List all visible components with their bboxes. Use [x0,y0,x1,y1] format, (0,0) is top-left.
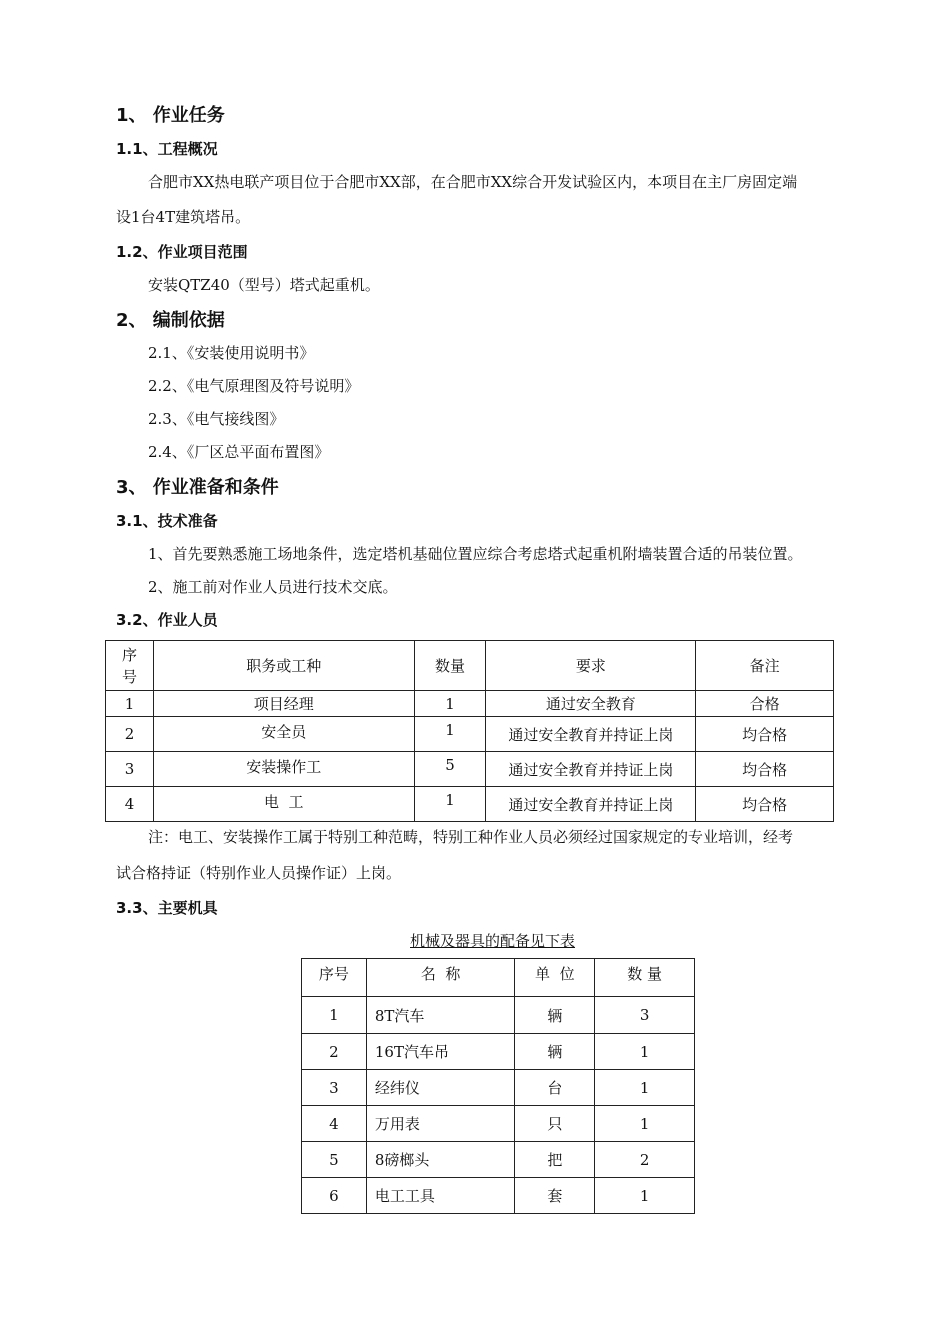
table-row [106,787,834,822]
table-cell: 套 [515,1178,595,1214]
table-row [302,1034,695,1070]
basis-item: 2.4、《厂区总平面布置图》 [148,443,330,461]
table-header-row [106,641,834,691]
table-cell: 辆 [515,997,595,1034]
table-cell: 项目经理 [153,691,414,717]
table-cell: 3 [302,1070,367,1106]
table-cell: 经纬仪 [366,1070,515,1106]
section-3-1-title: 3.1、技术准备 [116,512,218,530]
tech-prep-item: 1、首先要熟悉施工场地条件，选定塔机基础位置应综合考虑塔式起重机附墙装置合适的吊装位置。 [148,545,803,563]
table-cell: 电 工 [153,787,414,822]
table-cell: 4 [302,1106,367,1142]
table-cell: 通过安全教育 [486,691,696,717]
section-1-2-title: 1.2、作业项目范围 [116,243,248,261]
table-cell: 5 [414,752,486,787]
section-3-title: 3、 作业准备和条件 [116,477,279,498]
table-cell: 1 [302,997,367,1034]
table-cell: 1 [414,691,486,717]
table-cell: 通过安全教育并持证上岗 [486,717,696,752]
column-header: 序号 [302,959,367,997]
table-row [302,997,695,1034]
table-cell: 把 [515,1142,595,1178]
staff-table [105,640,834,822]
table-cell: 16T汽车吊 [366,1034,515,1070]
table-header-row [302,959,695,997]
table-row [302,1142,695,1178]
project-overview-line-1: 合肥市XX热电联产项目位于合肥市XX部，在合肥市XX综合开发试验区内，本项目在主厂房固定端 [148,173,798,191]
tools-table-caption: 机械及器具的配备见下表 [410,932,576,950]
table-cell: 2 [595,1142,695,1178]
table-cell: 合格 [696,691,834,717]
table-cell: 电工工具 [366,1178,515,1214]
table-cell: 辆 [515,1034,595,1070]
column-header: 名 称 [366,959,515,997]
table-cell: 台 [515,1070,595,1106]
section-3-3-title: 3.3、主要机具 [116,899,218,917]
table-cell: 通过安全教育并持证上岗 [486,787,696,822]
table-cell: 1 [414,717,486,752]
table-cell: 3 [595,997,695,1034]
basis-item: 2.3、《电气接线图》 [148,410,285,428]
table-row [302,1178,695,1214]
table-cell: 均合格 [696,717,834,752]
table-cell: 1 [106,691,154,717]
column-header: 数 量 [595,959,695,997]
table-cell: 1 [414,787,486,822]
table-row [302,1106,695,1142]
column-header: 要求 [486,641,696,691]
column-header: 单 位 [515,959,595,997]
tools-table [301,958,695,1214]
table-cell: 万用表 [366,1106,515,1142]
note-line-1: 注：电工、安装操作工属于特别工种范畴，特别工种作业人员必须经过国家规定的专业培训，经考 [148,828,794,846]
table-cell: 1 [595,1106,695,1142]
table-cell: 2 [302,1034,367,1070]
basis-item: 2.1、《安装使用说明书》 [148,344,315,362]
project-overview-line-2: 设1台4T建筑塔吊。 [116,208,251,226]
section-2-title: 2、 编制依据 [116,310,225,331]
column-header: 数量 [414,641,486,691]
table-row [106,752,834,787]
table-cell: 通过安全教育并持证上岗 [486,752,696,787]
section-3-2-title: 3.2、作业人员 [116,611,218,629]
section-1-1-title: 1.1、工程概况 [116,140,218,158]
section-1-title: 1、 作业任务 [116,105,225,126]
table-cell: 4 [106,787,154,822]
table-cell: 均合格 [696,752,834,787]
table-cell: 1 [595,1178,695,1214]
tech-prep-item: 2、施工前对作业人员进行技术交底。 [148,578,398,596]
table-cell: 8磅榔头 [366,1142,515,1178]
table-row [106,717,834,752]
table-cell: 安装操作工 [153,752,414,787]
table-cell: 均合格 [696,787,834,822]
table-cell: 安全员 [153,717,414,752]
basis-item: 2.2、《电气原理图及符号说明》 [148,377,360,395]
table-cell: 3 [106,752,154,787]
column-header: 序 号 [106,641,154,691]
work-scope-text: 安装QTZ40（型号）塔式起重机。 [148,276,380,294]
table-cell: 1 [595,1070,695,1106]
table-cell: 6 [302,1178,367,1214]
column-header: 职务或工种 [153,641,414,691]
table-row [106,691,834,717]
table-cell: 1 [595,1034,695,1070]
table-cell: 2 [106,717,154,752]
table-cell: 5 [302,1142,367,1178]
column-header: 备注 [696,641,834,691]
table-cell: 8T汽车 [366,997,515,1034]
note-line-2: 试合格持证（特别作业人员操作证）上岗。 [116,864,402,882]
table-row [302,1070,695,1106]
table-cell: 只 [515,1106,595,1142]
